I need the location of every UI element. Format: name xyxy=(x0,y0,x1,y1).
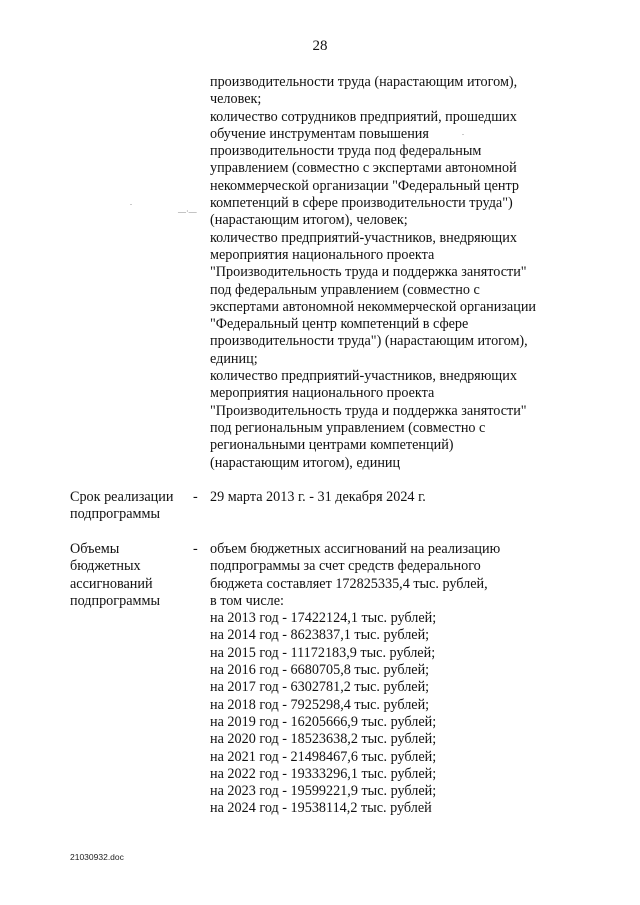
text-line: под федеральным управлением (совместно с xyxy=(210,281,480,298)
text-line: мероприятия национального проекта xyxy=(210,385,435,402)
page-number: 28 xyxy=(312,38,328,54)
text-line: на 2016 год - 6680705,8 тыс. рублей; xyxy=(210,662,430,679)
text-line: под региональным управлением (совместно с xyxy=(210,419,486,436)
text-line: единиц; xyxy=(210,350,258,367)
term-label-line: подпрограммы xyxy=(70,506,160,523)
text-line: обучение инструментам повышения xyxy=(210,125,429,142)
scan-mark: . xyxy=(130,198,132,207)
text-line: на 2021 год - 21498467,6 тыс. рублей; xyxy=(210,748,437,765)
text-line: "Производительность труда и поддержка занятости" xyxy=(210,402,527,419)
text-line: на 2014 год - 8623837,1 тыс. рублей; xyxy=(210,627,430,644)
term-label-line: Срок реализации xyxy=(70,489,174,505)
text-line: "Производительность труда и поддержка занятости" xyxy=(210,264,527,281)
text-line: на 2020 год - 18523638,2 тыс. рублей; xyxy=(210,731,437,748)
text-line: производительности труда (нарастающим итогом), xyxy=(210,74,518,90)
text-line: количество предприятий-участников, внедряющих xyxy=(210,229,517,246)
text-line: некоммерческой организации "Федеральный центр xyxy=(210,177,519,194)
text-line: объем бюджетных ассигнований на реализацию xyxy=(210,541,501,557)
term-label xyxy=(70,489,190,524)
text-line: на 2024 год - 19538114,2 тыс. рублей xyxy=(210,800,432,817)
text-line: подпрограммы за счет средств федерального xyxy=(210,558,481,575)
text-line: бюджета составляет 172825335,4 тыс. рублей, xyxy=(210,575,488,592)
text-line: (нарастающим итогом), единиц xyxy=(210,454,401,471)
volumes-label-line: бюджетных xyxy=(70,558,141,575)
text-line: производительности труда под федеральным xyxy=(210,143,482,160)
text-line: региональными центрами компетенций) xyxy=(210,437,454,454)
scan-mark: . xyxy=(462,128,464,137)
term-dash: - xyxy=(193,489,198,505)
text-line: человек; xyxy=(210,91,262,108)
volumes-label-line: Объемы xyxy=(70,541,120,557)
text-line: на 2015 год - 11172183,9 тыс. рублей; xyxy=(210,644,436,661)
text-line: "Федеральный центр компетенций в сфере xyxy=(210,316,469,333)
text-line: в том числе: xyxy=(210,592,284,609)
text-line: на 2023 год - 19599221,9 тыс. рублей; xyxy=(210,783,437,800)
text-line: количество предприятий-участников, внедряющих xyxy=(210,368,517,385)
term-value: 29 марта 2013 г. - 31 декабря 2024 г. xyxy=(210,489,426,505)
text-line: на 2017 год - 6302781,2 тыс. рублей; xyxy=(210,679,430,696)
top-text-block xyxy=(210,74,590,472)
volumes-label xyxy=(70,541,190,610)
scan-mark: —·— xyxy=(178,207,197,216)
text-line: на 2018 год - 7925298,4 тыс. рублей; xyxy=(210,696,430,713)
text-line: (нарастающим итогом), человек; xyxy=(210,212,408,229)
text-line: управлением (совместно с экспертами автономной xyxy=(210,160,517,177)
text-line: на 2022 год - 19333296,1 тыс. рублей; xyxy=(210,765,437,782)
text-line: мероприятия национального проекта xyxy=(210,246,435,263)
text-line: компетенций в сфере производительности труда") xyxy=(210,195,513,212)
text-line: производительности труда") (нарастающим итогом), xyxy=(210,333,528,350)
text-line: на 2019 год - 16205666,9 тыс. рублей; xyxy=(210,713,437,730)
text-line: количество сотрудников предприятий, прошедших xyxy=(210,108,517,125)
volumes-dash: - xyxy=(193,541,198,557)
volumes-label-line: подпрограммы xyxy=(70,592,160,609)
text-line: на 2013 год - 17422124,1 тыс. рублей; xyxy=(210,610,437,627)
text-line: экспертами автономной некоммерческой организации xyxy=(210,298,537,315)
volumes-label-line: ассигнований xyxy=(70,575,153,592)
footer-file-code: 21030932.doc xyxy=(70,852,124,862)
volumes-value-block xyxy=(210,541,590,818)
